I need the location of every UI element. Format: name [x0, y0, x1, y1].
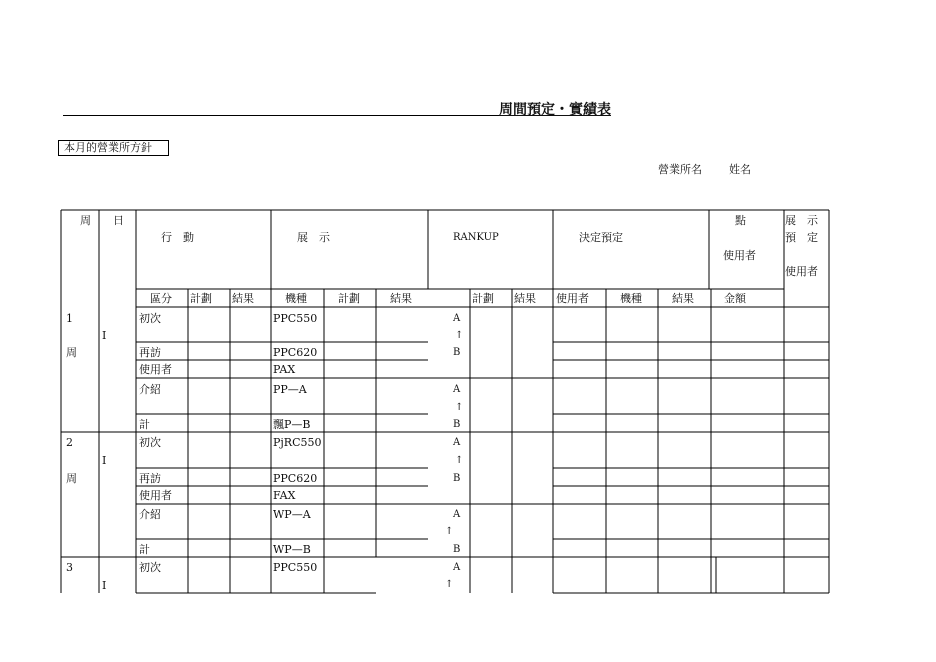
week2-day: I — [102, 454, 107, 467]
week1-rank-b1: B — [453, 347, 461, 358]
header-display: 展 示 — [297, 231, 330, 244]
week1-row-intro: 介紹 — [139, 383, 161, 396]
week2-rank-arrow1: ↑ — [455, 455, 464, 466]
week1-rank-a2: A — [453, 384, 461, 395]
week1-model-3: PAX — [273, 363, 296, 376]
week1-row-user: 使用者 — [139, 363, 172, 376]
week1-rank-a1: A — [453, 313, 461, 324]
week2-model-3: FAX — [273, 489, 296, 502]
week1-row-total: 計 — [139, 418, 150, 431]
week2-row-user: 使用者 — [139, 489, 172, 502]
header-user-top: 使用者 — [723, 249, 756, 262]
week1-number: 1 — [66, 312, 73, 325]
sub-division: 區分 — [150, 292, 172, 305]
monthly-policy-box[interactable]: 本月的營業所方針 — [58, 140, 169, 156]
week1-day: I — [102, 329, 107, 342]
week2-rank-a2: A — [453, 509, 461, 520]
week1-rank-arrow2: ↑ — [455, 402, 464, 413]
week3-row-first: 初次 — [139, 561, 161, 574]
week1-model-5: 飄P—B — [273, 418, 311, 431]
week2-row-intro: 介紹 — [139, 508, 161, 521]
sub-result3: 結果 — [514, 292, 536, 305]
week1-rank-b2: B — [453, 419, 461, 430]
week1-model-2: PPC620 — [273, 346, 318, 359]
header-decision: 決定預定 — [579, 231, 623, 244]
week1-model-1: PPC550 — [273, 312, 318, 325]
week2-model-2: PPC620 — [273, 472, 318, 485]
week1-model-4: PP—A — [273, 383, 307, 396]
sub-result1: 結果 — [232, 292, 254, 305]
header-week: 周 — [80, 214, 91, 227]
week2-model-4: WP—A — [273, 508, 311, 521]
week3-rank-a1: A — [453, 562, 461, 573]
week2-rank-b1: B — [453, 473, 461, 484]
week2-rank-b2: B — [453, 544, 461, 555]
person-name-label: 姓名 — [729, 163, 751, 176]
sub-amount: 金額 — [724, 292, 746, 305]
sub-plan3: 計劃 — [472, 292, 494, 305]
sub-plan2: 計劃 — [338, 292, 360, 305]
header-day: 日 — [113, 214, 124, 227]
week3-number: 3 — [66, 561, 73, 574]
sub-result4: 結果 — [672, 292, 694, 305]
header-rankup: RANKUP — [453, 232, 499, 243]
sub-user: 使用者 — [556, 292, 589, 305]
week2-number: 2 — [66, 436, 73, 449]
header-action: 行 動 — [161, 231, 194, 244]
week1-rank-arrow1: ↑ — [455, 330, 464, 341]
header-display-plan-2: 預 定 — [785, 231, 818, 244]
week2-rank-a1: A — [453, 437, 461, 448]
week3-day: I — [102, 579, 107, 592]
week2-row-first: 初次 — [139, 436, 161, 449]
sub-result2: 結果 — [390, 292, 412, 305]
header-point: 點 — [735, 214, 746, 227]
week2-row-total: 計 — [139, 543, 150, 556]
office-name-label: 營業所名 — [658, 163, 702, 176]
week1-row-first: 初次 — [139, 312, 161, 325]
week1-week-label: 周 — [66, 346, 77, 359]
week3-model-1: PPC550 — [273, 561, 318, 574]
week1-row-revisit: 再訪 — [139, 346, 161, 359]
header-user-right: 使用者 — [785, 265, 818, 278]
week2-rank-arrow2: ↑ — [445, 526, 454, 537]
week2-model-5: WP—B — [273, 543, 311, 556]
page-title: 周間預定・實績表 — [499, 102, 611, 118]
week2-week-label: 周 — [66, 472, 77, 485]
sub-model: 機種 — [285, 292, 307, 305]
week2-model-1: PjRC550 — [273, 436, 322, 449]
week2-row-revisit: 再訪 — [139, 472, 161, 485]
header-display-plan-1: 展 示 — [785, 214, 818, 227]
sub-model2: 機種 — [620, 292, 642, 305]
sub-plan1: 計劃 — [190, 292, 212, 305]
week3-rank-arrow1: ↑ — [445, 579, 454, 590]
